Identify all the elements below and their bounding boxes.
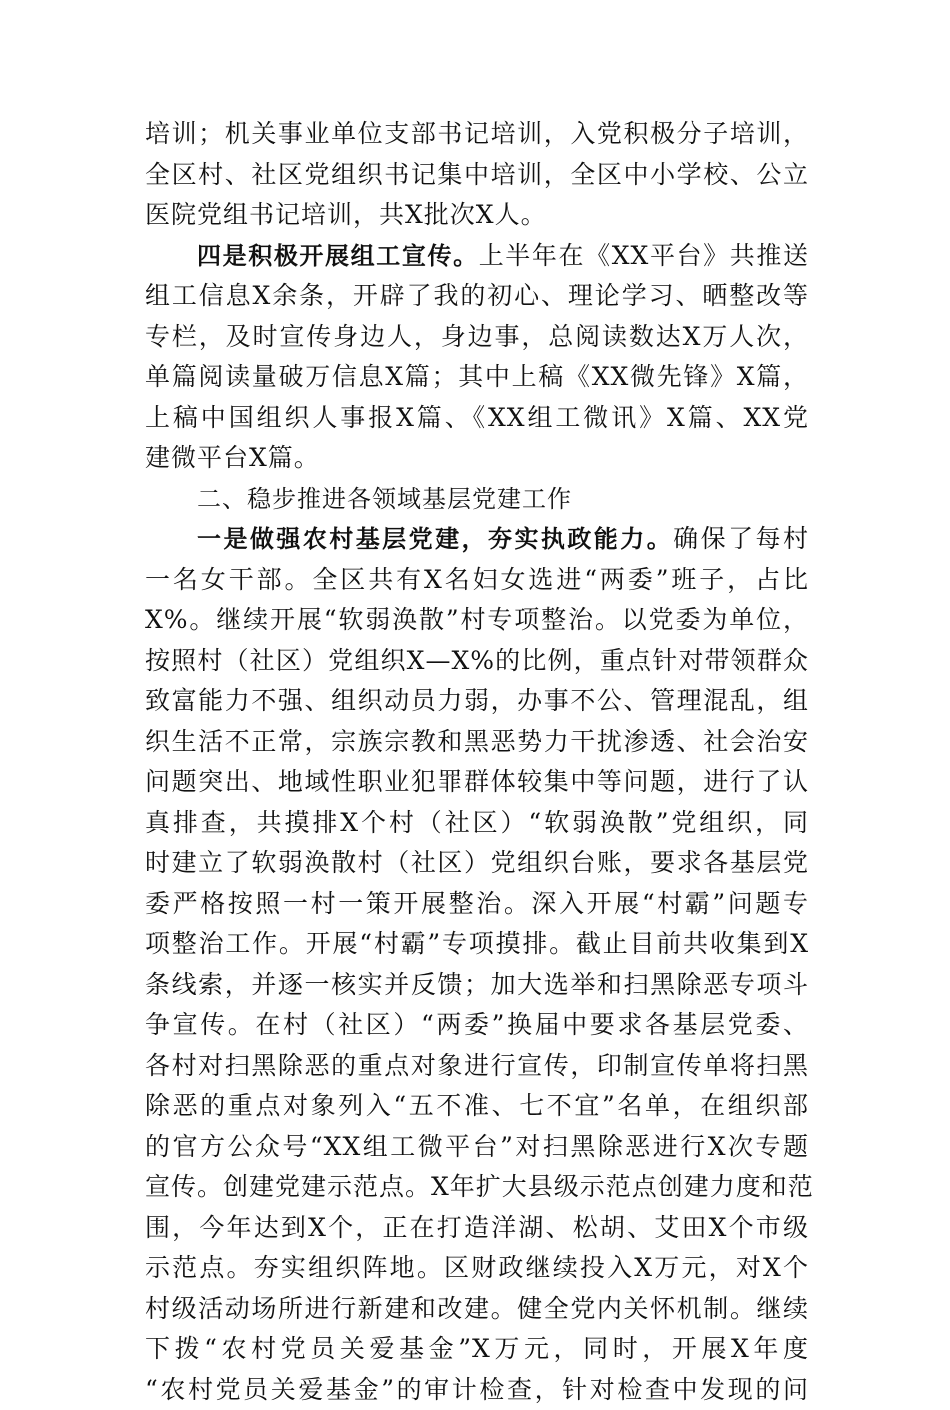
paragraph-lead-line: [145, 519, 809, 560]
text-line: 专栏，及时宣传身边人，身边事，总阅读数达X万人次，: [145, 317, 809, 358]
text-line: 的官方公众号“XX组工微平台”对扫黑除恶进行X次专题: [145, 1127, 809, 1168]
text-line: 一名女干部。全区共有X名妇女选进“两委”班子，占比: [145, 560, 809, 601]
text-line: 除恶的重点对象列入“五不准、七不宜”名单，在组织部: [145, 1086, 809, 1127]
text-line: 村级活动场所进行新建和改建。健全党内关怀机制。继续: [145, 1289, 809, 1330]
text-line: “农村党员关爱基金”的审计检查，针对检查中发现的问: [145, 1370, 809, 1410]
text-line: 按照村（社区）党组织X—X%的比例，重点针对带领群众: [145, 641, 809, 682]
bold-lead-text: 一是做强农村基层党建，夯实执政能力。: [197, 525, 673, 553]
text-line: 条线索，并逐一核实并反馈；加大选举和扫黑除恶专项斗: [145, 965, 809, 1006]
text-line: 致富能力不强、组织动员力弱，办事不公、管理混乱，组: [145, 681, 809, 722]
text-line: 项整治工作。开展“村霸”专项摸排。截止目前共收集到X: [145, 924, 809, 965]
text-line: 组工信息X余条，开辟了我的初心、理论学习、晒整改等: [145, 276, 809, 317]
paragraph-lead-line: [145, 236, 809, 277]
text-line: 时建立了软弱涣散村（社区）党组织台账，要求各基层党: [145, 843, 809, 884]
text-line: 示范点。夯实组织阵地。区财政继续投入X万元，对X个: [145, 1248, 809, 1289]
text-run: 确保了每村: [673, 524, 809, 553]
text-line: 委严格按照一村一策开展整治。深入开展“村霸”问题专: [145, 884, 809, 925]
text-line: X%。继续开展“软弱涣散”村专项整治。以党委为单位，: [145, 600, 809, 641]
text-line: 织生活不正常，宗族宗教和黑恶势力干扰渗透、社会治安: [145, 722, 809, 763]
text-run: 上半年在《XX平台》共推送: [479, 241, 809, 270]
text-line: 建微平台X篇。: [145, 438, 809, 479]
text-line: 围，今年达到X个，正在打造洋湖、松胡、艾田X个市级: [145, 1208, 809, 1249]
text-line: 全区村、社区党组织书记集中培训，全区中小学校、公立: [145, 155, 809, 196]
text-line: 上稿中国组织人事报X篇、《XX组工微讯》X篇、XX党: [145, 398, 809, 439]
text-line: 问题突出、地域性职业犯罪群体较集中等问题，进行了认: [145, 762, 809, 803]
text-line: 各村对扫黑除恶的重点对象进行宣传，印制宣传单将扫黑: [145, 1046, 809, 1087]
text-line: 争宣传。在村（社区）“两委”换届中要求各基层党委、: [145, 1005, 809, 1046]
section-heading: 二、稳步推进各领域基层党建工作: [145, 479, 809, 520]
text-line: 医院党组书记培训，共X批次X人。: [145, 195, 809, 236]
text-line: 下拨“农村党员关爱基金”X万元，同时，开展X年度: [145, 1329, 809, 1370]
text-line: 培训；机关事业单位支部书记培训，入党积极分子培训，: [145, 114, 809, 155]
bold-lead-text: 四是积极开展组工宣传。: [197, 242, 479, 270]
document-body: [145, 114, 809, 1410]
text-line: 单篇阅读量破万信息X篇；其中上稿《XX微先锋》X篇，: [145, 357, 809, 398]
text-line: 宣传。创建党建示范点。X年扩大县级示范点创建力度和范: [145, 1167, 809, 1208]
text-line: 真排查，共摸排X个村（社区）“软弱涣散”党组织，同: [145, 803, 809, 844]
